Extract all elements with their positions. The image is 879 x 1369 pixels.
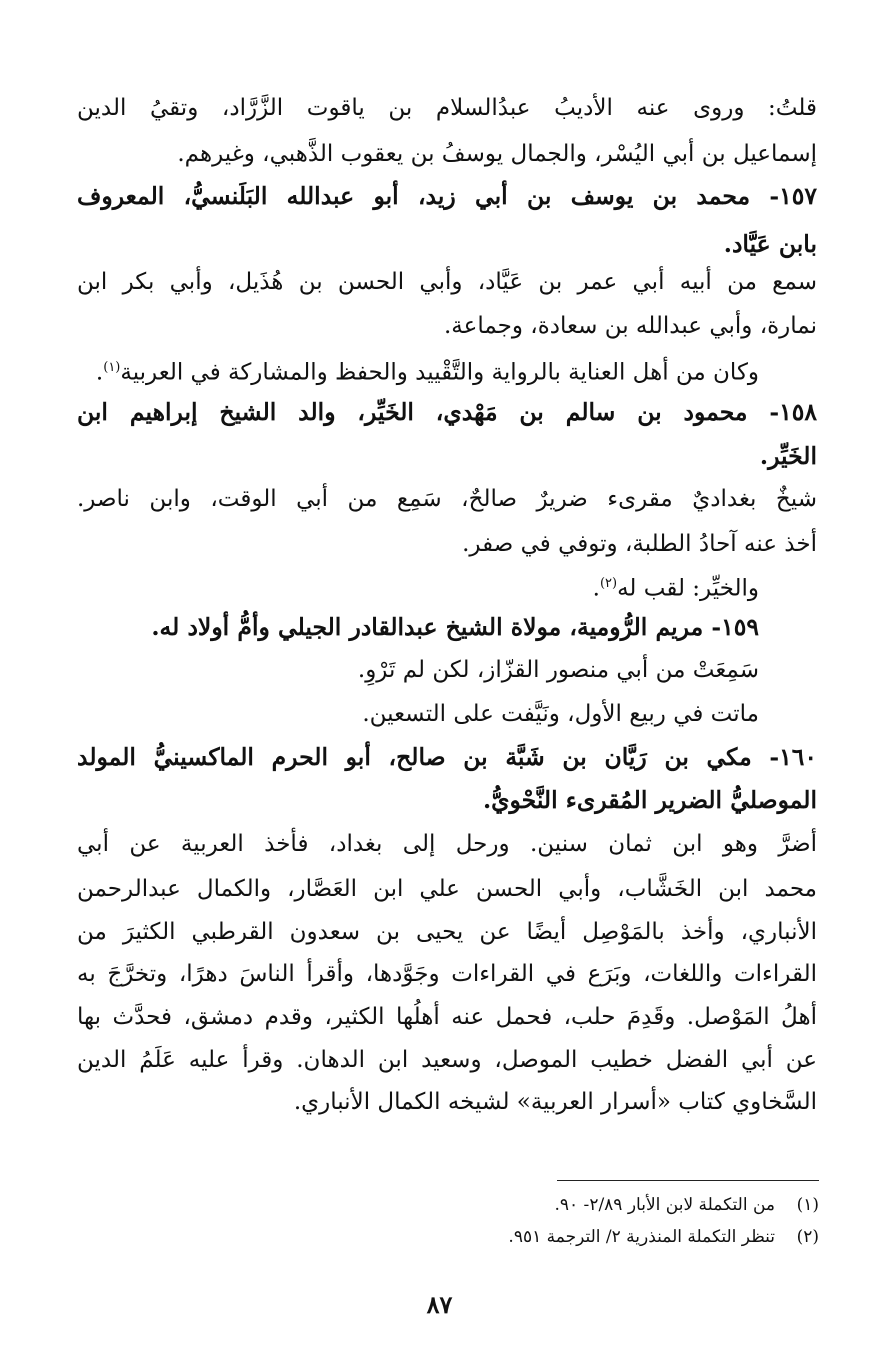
line-text: نمارة، وأبي عبدالله بن سعادة، وجماعة.: [444, 313, 817, 339]
text-line: [77, 1036, 817, 1084]
line-text: الموصليُّ الضرير المُقرىء النَّحْويُّ.: [482, 786, 817, 814]
text-line: [77, 84, 817, 132]
text-line: [593, 560, 759, 608]
line-text: والخيِّر: لقب له: [617, 575, 759, 602]
entry-heading-158-cont: [760, 432, 817, 480]
line-text: الخَيِّر.: [759, 442, 817, 470]
punctuation: .: [592, 575, 600, 602]
footnote-separator: [557, 1180, 819, 1181]
line-text: وكان من أهل العناية بالرواية والتَّقْييد والحفظ والمشاركة في العربية: [120, 359, 759, 386]
line-text: السَّخاوي كتاب «أسرار العربية» لشيخه الكمال الأنباري.: [293, 1089, 817, 1115]
text-line: [294, 1078, 817, 1126]
text-line: [358, 646, 759, 694]
text-line: [444, 302, 817, 350]
line-text: الأنباري، وأخذ بالمَوْصِل أيضًا عن يحيى بن سعدون القرطبي الكثيرَ من: [77, 919, 817, 945]
line-text: سَمِعَتْ من أبي منصور القزّاز، لكن لم تَرْوِ.: [357, 657, 759, 683]
footnote: [554, 1190, 819, 1220]
entry-heading-158: [77, 388, 817, 436]
text-line: [96, 344, 759, 392]
footnote-text: تنظر التكملة المنذرية ٢/ الترجمة ٩٥١.: [508, 1227, 775, 1247]
line-text: ١٥٧- محمد بن يوسف بن أبي زيد، أبو عبدالله البَلَنسيُّ، المعروف: [77, 182, 817, 210]
text-line: [362, 690, 759, 738]
line-text: محمد ابن الخَشَّاب، وأبي الحسن علي ابن العَصَّار، والكمال عبدالرحمن: [77, 876, 817, 902]
text-line: [77, 258, 817, 306]
entry-heading-159: [151, 603, 759, 651]
entry-heading-160: [77, 733, 817, 781]
line-text: ١٥٨- محمود بن سالم بن مَهْدي، الخَيِّر، والد الشيخ إبراهيم ابن: [77, 398, 817, 426]
text-line: [77, 908, 817, 956]
footnote-ref: (٢): [599, 576, 618, 591]
line-text: أضرَّ وهو ابن ثمان سنين. ورحل إلى بغداد، فأخذ العربية عن أبي: [77, 831, 817, 857]
footnote: [508, 1222, 819, 1252]
line-text: عن أبي الفضل خطيب الموصل، وسعيد ابن الدهان. وقرأ عليه عَلَمُ الدين: [77, 1047, 817, 1073]
footnote-number: (١): [796, 1195, 819, 1215]
footnote-ref: (١): [103, 360, 121, 375]
line-text: ١٦٠- مكي بن رَيَّان بن شَبَّة بن صالح، أبو الحرم الماكسينيُّ المولد: [77, 743, 817, 771]
line-text: قلتُ: وروى عنه الأديبُ عبدُالسلام بن ياقوت الزَّرَّاد، وتقيُ الدين: [77, 95, 817, 121]
line-text: أخذ عنه آحادُ الطلبة، وتوفي في صفر.: [462, 531, 817, 557]
entry-heading-160-cont: [483, 776, 817, 824]
page-number: ٨٧: [426, 1290, 453, 1319]
footnote-number: (٢): [796, 1227, 819, 1247]
text-line: [77, 475, 817, 523]
line-text: شيخٌ بغداديٌ مقرىء ضريرٌ صالحٌ، سَمِع من أبي الوقت، وابن ناصر.: [77, 486, 817, 512]
text-line: [177, 130, 817, 178]
line-text: إسماعيل بن أبي اليُسْر، والجمال يوسفُ بن يعقوب الذَّهبي، وغيرهم.: [177, 141, 817, 167]
text-line: [77, 993, 817, 1041]
punctuation: .: [95, 359, 104, 386]
line-text: بابن عَيَّاد.: [723, 230, 817, 258]
text-line: [77, 950, 817, 998]
footnote-text: من التكملة لابن الأبار ٢/٨٩- ٩٠.: [554, 1195, 775, 1215]
line-text: سمع من أبيه أبي عمر بن عَيَّاد، وأبي الحسن بن هُذَيل، وأبي بكر ابن: [77, 269, 817, 295]
text-line: [77, 865, 817, 913]
line-text: أهلُ المَوْصل. وقَدِمَ حلب، فحمل عنه أهلُها الكثير، وقدم دمشق، فحدَّث بها: [77, 1004, 817, 1030]
line-text: القراءات واللغات، وبَرَع في القراءات وجَوَّدها، وأقرأ الناسَ دهرًا، وتخرَّجَ به: [77, 961, 817, 987]
entry-heading-157: [77, 172, 817, 220]
line-text: ماتت في ربيع الأول، ونَيَّفت على التسعين.: [362, 701, 759, 727]
line-text: ١٥٩- مريم الرُّومية، مولاة الشيخ عبدالقادر الجيلي وأمُّ أولاد له.: [151, 613, 759, 641]
text-line: [77, 820, 817, 868]
